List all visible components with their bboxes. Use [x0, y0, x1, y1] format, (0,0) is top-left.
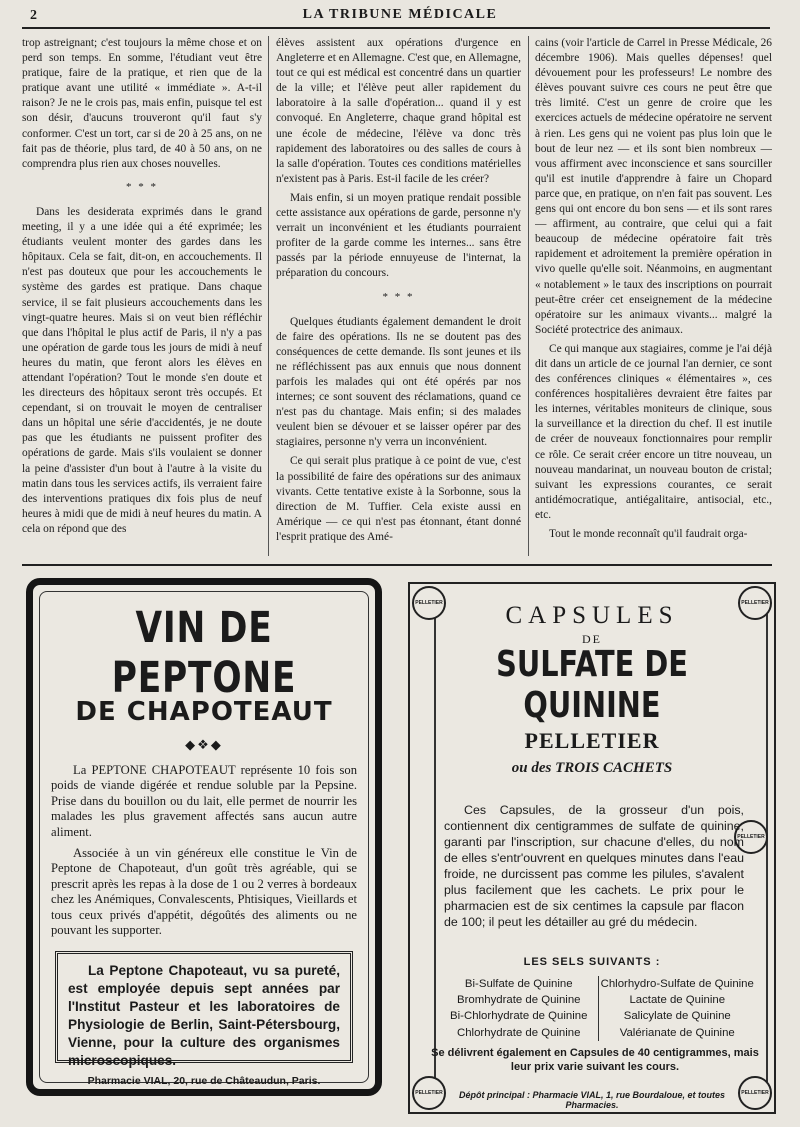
list-item: Chlorhydro-Sulfate de Quinine	[600, 978, 754, 990]
ad-title-connector: DE	[582, 632, 602, 646]
ad-subtitle: DE CHAPOTEAUT	[75, 697, 333, 727]
column-divider	[528, 36, 529, 556]
seal-icon: PELLETIER	[738, 1076, 772, 1110]
advertisement-vin-de-peptone	[26, 578, 382, 1096]
list-item: Bromhydrate de Quinine	[457, 994, 581, 1007]
ad-paragraph: Associée à un vin généreux elle constitue le Vin de Peptone de Chapoteaut, d'un goût très agréable, qui se prescrit après les repas à la dose de 1 ou 2 verres à bordeaux chez les Anémiques, Convalescents, Phtisiques, Vieillards et tous ceux privés d'appétit, dégoûtés des aliments ou ne pouvant les supporter.	[51, 846, 357, 938]
seal-icon: PELLETIER	[734, 820, 768, 854]
section-separator: * * *	[382, 290, 415, 303]
article-paragraph: Ce qui serait plus pratique à ce point de vue, c'est la possibilité de faire des opérations sur des animaux vivants. Cette tentative existe à la Sorbonne, sous la direction de M. Tuffier. Cela existe aussi en Amérique — ce qui n'est pas étonnant, étant donné l'esprit pratique des Amé-	[276, 455, 521, 543]
section-rule	[22, 564, 772, 566]
list-item: Salicylate de Quinine	[623, 1010, 731, 1023]
article-column-3	[535, 36, 772, 554]
seal-icon: PELLETIER	[738, 586, 772, 620]
article-paragraph: Dans les desiderata exprimés dans le grand meeting, il y a une idée qui a été exprimée; les étudiants veulent monter des gardes dans les hôpitaux. Cela se fait, dit-on, en accouchements. Il n'est pas douteux que pour les accouchements le système des gardes est pratique. Dans chaque service, il se fait plusieurs accouchements dans les vingt-quatre heures. Mais si on veut bien réfléchir que dans l'hôpital le plus actif de Paris, il n'y a pas une opération de garde tous les jours de midi à neuf heures du matin, que feront alors les élèves en attendant l'opération? Tout le monde s'en doute et les directeurs des hôpitaux seront très occupés. Et cependant, si on trouvait le moyen de centraliser dans un hôpital une série d'accidentés, je ne doute pas que les étudiants ne puissent profiter des opérations de garde. Mais s'ils voulaient se donner la peine d'assister d'un bout à l'autre à la visite du matin dans tous les services actifs, ils verraient faire des interventions pratiques dix fois plus de neuf heures à midi que de midi à neuf heures du matin. A cela on répond que des	[22, 205, 262, 535]
salts-list	[440, 976, 756, 1041]
article-paragraph: Ce qui manque aux stagiaires, comme je l'ai déjà dit dans un article de ce journal l'an dernier, ce sont des conférences cliniques « élémentaires », ces conférences hospitalières devraient être faites par les internes, véritables moniteurs de clinique, sous la surveillance et la direction du chef. Il est inutile de créer de nouveaux fonctionnaires pour remplir ce rôle. Ce serait créer encore un titre nouveau, un nouveau mandarinat, un nouveau bouton de cristal; suivant les expressions courantes, ce serait antidémocratique, antiégalitaire, antisocial, etc., etc.	[535, 342, 772, 521]
article-paragraph: Tout le monde reconnaît qu'il faudrait orga-	[549, 528, 748, 540]
seal-icon: PELLETIER	[412, 1076, 446, 1110]
salts-column-left	[440, 976, 598, 1041]
section-separator: * * *	[126, 180, 158, 193]
ad-pharmacy-address: Pharmacie VIAL, 20, rue de Châteaudun, Paris.	[87, 1075, 321, 1087]
article-paragraph: Quelques étudiants également demandent le droit de faire des opérations. Ils ne se doutent pas des conséquences de cette demande. Ils sont jeunes et ils ne réfléchissent pas aux ennuis que nous donnent parfois les malades qui ont été opérés par nos internes; ce sont souvent des réclamations, quand ce n'est pas du chantage. Mais enfin; si des malades veulent bien se dévouer et se laisser opérer par des stagiaires, personne n'y verra un inconvénient.	[276, 315, 521, 449]
list-item: Chlorhydrate de Quinine	[457, 1026, 581, 1039]
ad-title: CAPSULES	[505, 602, 679, 629]
article-paragraph: trop astreignant; c'est toujours la même chose et on perd son temps. En somme, l'étudiant veut être pratique, faire de la pratique, et rien que de la pratique avant une utilité « immédiate ». A-t-il raison? Je ne le crois pas, mais enfin, puisque tel est son désir, d'aucuns trouveront qu'il faut s'y conformer. C'est un tort, car si de 20 à 25 ans, on ne fait pas de théorie, plus tard, de 40 à 50 ans, on ne comprendra plus rien aux choses nouvelles.	[22, 37, 262, 170]
article-column-1	[22, 36, 262, 554]
ad-paragraph: La PEPTONE CHAPOTEAUT représente 10 fois son poids de viande digérée et rendue soluble par la Pepsine. Prise dans du bouillon ou du lait, elle permet de nourrir les malades les plus gravement affectés sans aucun autre aliment.	[51, 763, 357, 839]
ad-depot-address: Dépôt principal : Pharmacie VIAL, 1, rue Bourdaloue, et toutes Pharmacies.	[458, 1090, 726, 1110]
article-paragraph: Mais enfin, si un moyen pratique rendait possible cette assistance aux opérations de garde, personne n'y verrait un inconvénient et les étudiants pourraient profiter de la garde comme les internes... sans être passés par la période ennuyeuse de l'internat, la préparation du concours.	[276, 191, 521, 280]
ad-brand: PELLETIER	[524, 728, 660, 753]
list-item: Valérianate de Quinine	[619, 1026, 735, 1039]
ad-title: VIN DE PEPTONE	[111, 603, 297, 703]
ornament-icon: ◆❖◆	[185, 737, 223, 752]
ad-main-title: SULFATE DE QUININE	[496, 644, 688, 726]
article-paragraph: cains (voir l'article de Carrel in Presse Médicale, 26 décembre 1906). Mais quelles dépenses! quel dévouement pour les professeurs! Le nombre des élèves pouvant suivre ces cours ne peut être que très limité. C'est un genre de croire que les exercices actuels de médecine opératoire ne servent à rien. Les gens qui ne voient pas plus loin que le bout de leur nez — et ils sont bien nombreux — vous affirment avec inconscience et sans sourciller qu'il est inutile d'apprendre à faire un Chopard parce que, en pratique, on n'en fait pas souvent. Les gens qui ont encore du bon sens — et ils sont rares — affirment, au contraire, que celui qui a fait beaucoup de médecine opératoire fait très rapidement et adroitement la première opération in vivo quelle qu'elle soit. Néanmoins, en augmentant « notablement » le taux des inscriptions on pourrait peut-être créer cet enseignement de la médecine opératoire sur les animaux vivants... malgré la Société protectrice des animaux.	[535, 37, 772, 336]
list-item: Bi-Chlorhydrate de Quinine	[450, 1010, 588, 1023]
journal-title: LA TRIBUNE MÉDICALE	[302, 7, 498, 22]
ad-boxed-text: La Peptone Chapoteaut, vu sa pureté, est employée depuis sept années par l'Institut Pasteur et les laboratoires de Physiologie de Berlin, Saint-Pétersbourg, Vienne, pour la culture des organismes microscopiques.	[68, 963, 340, 1068]
header-rule	[22, 27, 770, 29]
ad-body	[444, 802, 744, 930]
ad-body	[51, 763, 357, 944]
column-divider	[268, 36, 269, 556]
ad-tagline: ou des TROIS CACHETS	[511, 760, 673, 776]
list-item: Bi-Sulfate de Quinine	[464, 978, 573, 990]
list-item: Lactate de Quinine	[629, 994, 726, 1007]
article-column-2	[276, 36, 521, 554]
article-paragraph: élèves assistent aux opérations d'urgence en Angleterre et en Allemagne. C'est que, en Allemagne, tout ce qui est médical est concentré dans un quartier de la ville; et l'élève peut aller rapidement du laboratoire à la salle d'opération... quand il y est convoqué. En Angleterre, chaque grand hôpital est une école de médecine, l'élève va donc très rapidement des laboratoires ou des salles de cours à la salle d'opération. Toutes ces conditions matérielles n'existent pas à Paris. Est-il facile de les créer?	[276, 37, 521, 185]
ad-boxed-notice	[55, 951, 353, 1068]
page-number: 2	[30, 8, 37, 23]
seal-icon: PELLETIER	[412, 586, 446, 620]
salts-heading: LES SELS SUIVANTS :	[523, 956, 661, 968]
advertisement-sulfate-de-quinine	[408, 582, 776, 1114]
ad-delivery-note: Se délivrent également en Capsules de 40 centigrammes, mais leur prix varie suivant les cours.	[431, 1047, 759, 1073]
ad-paragraph: Ces Capsules, de la grosseur d'un pois, contiennent dix centigrammes de sulfate de quinine, garanti par l'inscription, sur chacune d'elles, du nom de elles s'entr'ouvrent en quelques minutes dans l'eau froide, ne durcissent pas comme les pilules, s'avalent plus facilement que les cachets. Le prix pour le pharmacien est de six centimes la capsule par flacon de 100; il peut les détailler au gré du médecin.	[444, 803, 744, 929]
salts-column-right	[598, 976, 757, 1041]
